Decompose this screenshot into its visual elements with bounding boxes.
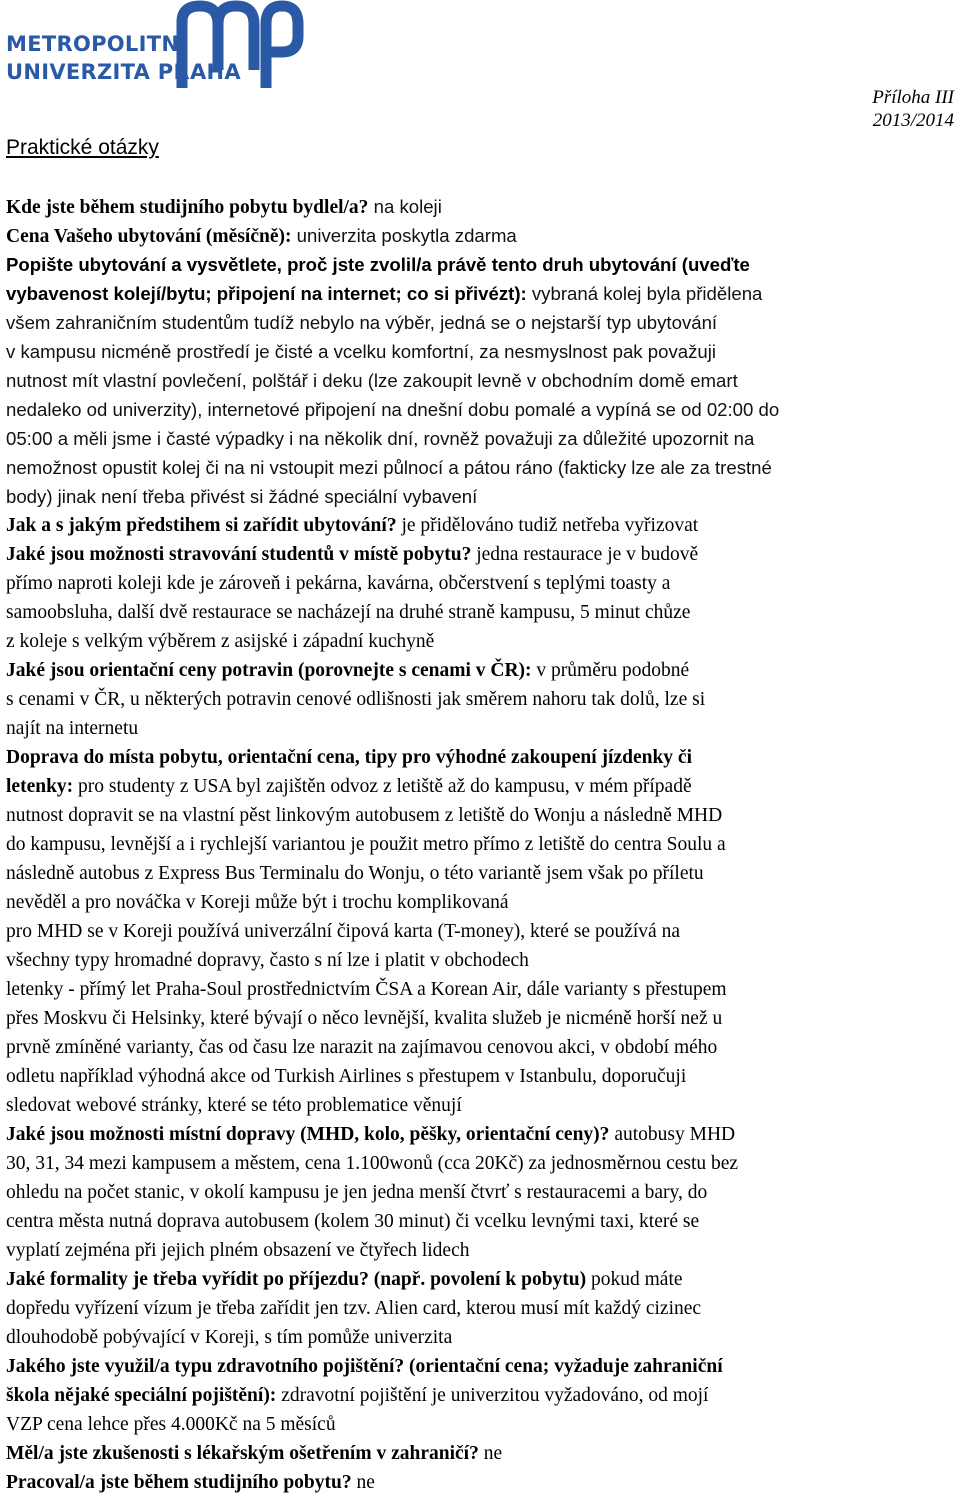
text-line [6,482,956,511]
text-line [6,1062,956,1091]
text-line [6,1236,956,1265]
answer-text: následně autobus z Express Bus Terminalu do Wonju, o této variantě jsem však po příletu [6,863,704,884]
answer-text: zdravotní pojištění je univerzitou vyžadováno, od mojí [276,1385,709,1406]
questionnaire-body [6,192,956,1497]
text-line [6,743,956,772]
answer-text: 05:00 a měli jsme i časté výpadky i na několik dní, rovněž považuji za důležité upozornit na [6,428,755,449]
answer-text: nutnost mít vlastní povlečení, polštář i deku (lze zakoupit levně v obchodním domě emart [6,370,738,391]
answer-text: body) jinak není třeba přivést si žádné speciální vybavení [6,486,478,507]
answer-text: univerzita poskytla zdarma [291,225,517,246]
text-line [6,1149,956,1178]
text-line [6,685,956,714]
text-line [6,1381,956,1410]
page-heading: Praktické otázky [6,136,159,159]
logo-mark-icon [176,0,306,88]
answer-text: 30, 31, 34 mezi kampusem a městem, cena 1.100wonů (cca 20Kč) za jednosměrnou cestu bez [6,1153,739,1174]
question-text: Pracoval/a jste během studijního pobytu? [6,1472,352,1493]
logo-line-2: UNIVERZITA PRAHA [6,60,241,84]
question-text: Jakého jste využil/a typu zdravotního pojištění? (orientační cena; vyžaduje zahraniční [6,1356,723,1377]
answer-text: pro MHD se v Koreji používá univerzální čipová karta (T-money), které se používá na [6,921,680,942]
answer-text: jedna restaurace je v budově [471,544,699,565]
answer-text: s cenami v ČR, u některých potravin cenové odlišnosti jak směrem nahoru tak dolů, lze si [6,689,706,710]
answer-text: autobusy MHD [609,1124,736,1145]
answer-text: dlouhodobě pobývající v Koreji, s tím pomůže univerzita [6,1327,453,1348]
answer-text: nevěděl a pro nováčka v Koreji může být i trochu komplikovaná [6,892,509,913]
text-line [6,656,956,685]
text-line [6,366,956,395]
university-logo [0,0,320,90]
text-line [6,1439,956,1468]
text-line [6,946,956,975]
question-text: škola nějaké speciální pojištění): [6,1385,277,1406]
question-text: vybavenost kolejí/bytu; připojení na internet; co si přivézt): [6,283,527,304]
question-text: Doprava do místa pobytu, orientační cena, tipy pro výhodné zakoupení jízdenky či [6,747,692,768]
answer-text: nemožnost opustit kolej či na ni vstoupit mezi půlnocí a pátou ráno (fakticky lze ale za trestné [6,457,772,478]
answer-text: do kampusu, levnější a i rychlejší variantou je použit metro přímo z letiště do centra Soulu a [6,834,726,855]
text-line [6,917,956,946]
answer-text: přímo naproti koleji kde je zároveň i pekárna, kavárna, občerstvení s teplými toasty a [6,573,671,594]
text-line [6,1207,956,1236]
answer-text: centra města nutná doprava autobusem (kolem 30 minut) či vcelku levnými taxi, které se [6,1211,700,1232]
text-line [6,279,956,308]
text-line [6,859,956,888]
answer-text: letenky - přímý let Praha-Soul prostřednictvím ČSA a Korean Air, dále varianty s přestupem [6,979,727,1000]
question-text: Měl/a jste zkušenosti s lékařským ošetřením v zahraničí? [6,1443,479,1464]
annex-label [872,86,954,132]
text-line [6,975,956,1004]
answer-text: VZP cena lehce přes 4.000Kč na 5 měsíců [6,1414,336,1435]
question-text: Jaké jsou orientační ceny potravin (porovnejte s cenami v ČR): [6,660,532,681]
text-line [6,424,956,453]
text-line [6,511,956,540]
text-line [6,888,956,917]
question-text: Jaké formality je třeba vyřídit po příjezdu? (např. povolení k pobytu) [6,1269,587,1290]
annex-year: 2013/2014 [872,110,954,131]
text-line [6,627,956,656]
answer-text: z koleje s velkým výběrem z asijské i západní kuchyně [6,631,435,652]
question-text: Jaké jsou možnosti místní dopravy (MHD, kolo, pěšky, orientační ceny)? [6,1124,610,1145]
annex-title: Příloha III [872,87,954,108]
text-line [6,1468,956,1497]
text-line [6,1410,956,1439]
text-line [6,1323,956,1352]
text-line [6,598,956,627]
answer-text: ohledu na počet stanic, v okolí kampusu je jen jedna menší čtvrť s restauracemi a bary, do [6,1182,708,1203]
text-line [6,395,956,424]
text-line [6,1120,956,1149]
logo-line-1: METROPOLITNÍ [6,32,188,56]
answer-text: všechny typy hromadné dopravy, často s ní lze i platit v obchodech [6,950,529,971]
text-line [6,337,956,366]
text-line [6,1033,956,1062]
answer-text: prvně zmíněné varianty, čas od času lze narazit na zajímavou cenovou akci, v období mého [6,1037,718,1058]
answer-text: nedaleko od univerzity), internetové připojení na dnešní dobu pomalé a vypíná se od 02:00 do [6,399,780,420]
question-text: Kde jste během studijního pobytu bydlel/a? [6,197,369,218]
answer-text: najít na internetu [6,718,139,739]
text-line [6,830,956,859]
text-line [6,540,956,569]
answer-text: pro studenty z USA byl zajištěn odvoz z letiště až do kampusu, v mém případě [73,776,692,797]
answer-text: v průměru podobné [531,660,690,681]
text-line [6,308,956,337]
text-line [6,714,956,743]
answer-text: v kampusu nicméně prostředí je čisté a vcelku komfortní, za nesmyslnost pak považuji [6,341,716,362]
text-line [6,569,956,598]
answer-text: dopředu vyřízení vízum je třeba zařídit jen tzv. Alien card, kterou musí mít každý cizinec [6,1298,702,1319]
answer-text: ne [351,1472,375,1493]
answer-text: samoobsluha, další dvě restaurace se nacházejí na druhé straně kampusu, 5 minut chůze [6,602,691,623]
text-line [6,1294,956,1323]
answer-text: přes Moskvu či Helsinky, které bývají o něco levnější, kvalita služeb je nicméně horší než u [6,1008,723,1029]
answer-text: sledovat webové stránky, které se této problematice věnují [6,1095,462,1116]
text-line [6,1178,956,1207]
question-text: letenky: [6,776,74,797]
answer-text: na koleji [368,196,442,217]
text-line [6,772,956,801]
text-line [6,801,956,830]
text-line [6,192,956,221]
answer-text: nutnost dopravit se na vlastní pěst linkovým autobusem z letiště do Wonju a následně MHD [6,805,723,826]
question-text: Cena Vašeho ubytování (měsíčně): [6,226,292,247]
text-line [6,1352,956,1381]
answer-text: pokud máte [586,1269,683,1290]
text-line [6,453,956,482]
answer-text: vybraná kolej byla přidělena [526,283,763,304]
question-text: Jaké jsou možnosti stravování studentů v místě pobytu? [6,544,472,565]
answer-text: je přidělováno tudiž netřeba vyřizovat [396,515,699,536]
text-line [6,1265,956,1294]
answer-text: vyplatí zejména při jejich plném obsazení ve čtyřech lidech [6,1240,470,1261]
question-text: Popište ubytování a vysvětlete, proč jste zvolil/a právě tento druh ubytování (uveďte [6,254,750,275]
text-line [6,1091,956,1120]
answer-text: ne [478,1443,503,1464]
text-line [6,250,956,279]
question-text: Jak a s jakým předstihem si zařídit ubytování? [6,515,397,536]
answer-text: odletu například výhodná akce od Turkish Airlines s přestupem v Istanbulu, doporučuji [6,1066,687,1087]
text-line [6,221,956,250]
answer-text: všem zahraničním studentům tudíž nebylo na výběr, jedná se o nejstarší typ ubytování [6,312,718,333]
text-line [6,1004,956,1033]
